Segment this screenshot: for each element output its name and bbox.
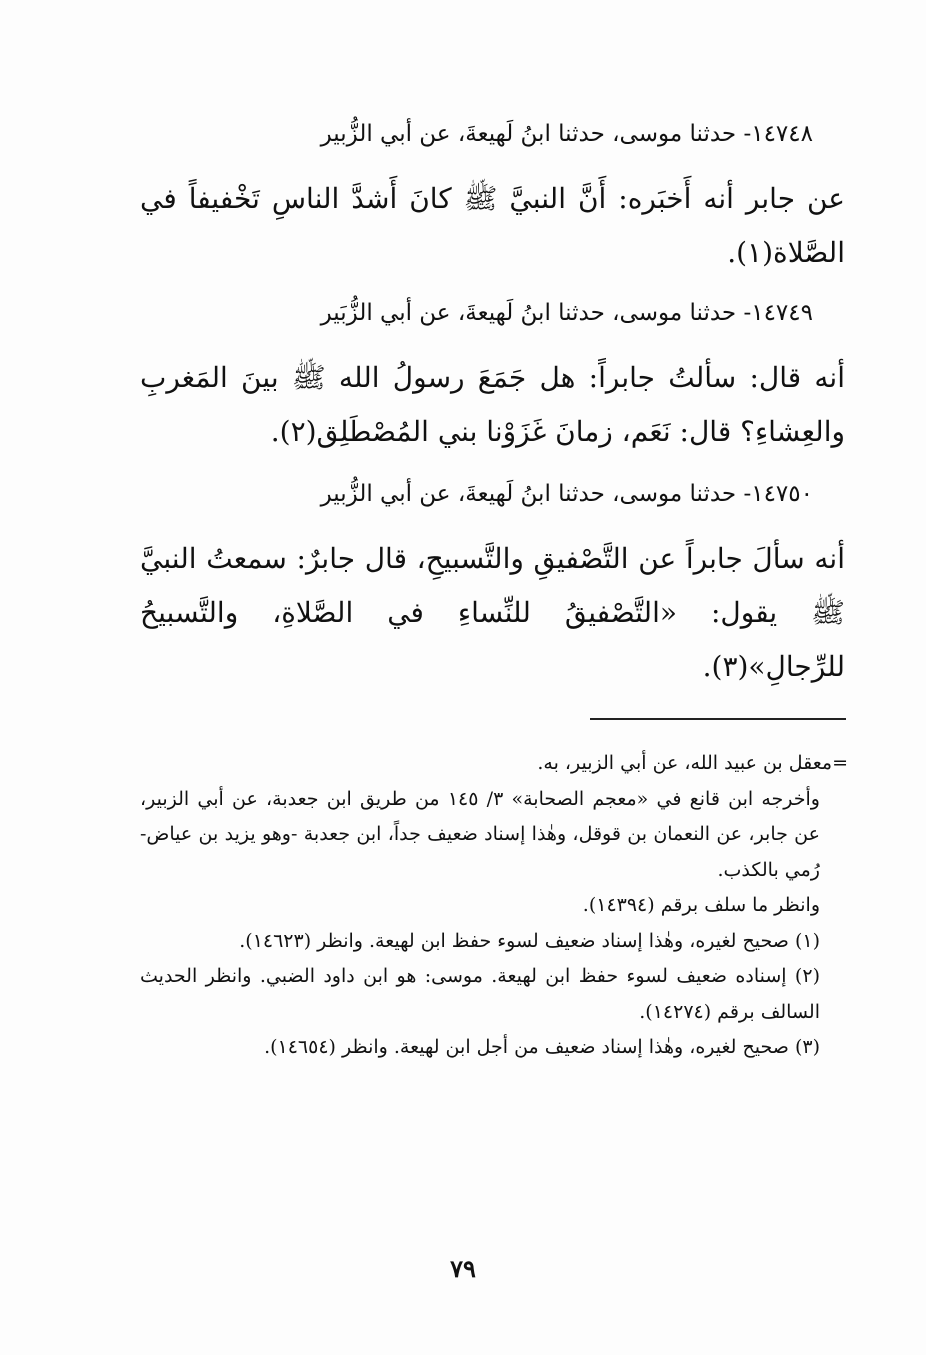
- footnote-separator: [590, 718, 846, 720]
- hadith-matn: عن جابر أنه أَخبَره: أَنَّ النبيَّ ﷺ كانَ أَشدَّ الناسِ تَخْفيفاً في الصَّلاة(١).: [140, 182, 845, 269]
- hadith-isnad: ١٤٧٤٨- حدثنا موسى، حدثنا ابنُ لَهيعةَ، عن أبي الزُّبير: [320, 121, 813, 147]
- footnote-3: (٣) صحيح لغيره، وهٰذا إسناد ضعيف من أجل ابن لهيعة. وانظر (١٤٦٥٤).: [264, 1036, 820, 1058]
- footnote-continuation: =معقل بن عبيد الله، عن أبي الزبير، به.: [537, 752, 848, 774]
- footnote-1: (١) صحيح لغيره، وهٰذا إسناد ضعيف لسوء حفظ ابن لهيعة. وانظر (١٤٦٢٣).: [239, 929, 820, 952]
- footnote-continuation-3: وانظر ما سلف برقم (١٤٣٩٤).: [582, 894, 820, 916]
- hadith-14749: [140, 297, 845, 459]
- page-number: ٧٩: [450, 1254, 476, 1283]
- hadith-14748: [140, 118, 845, 280]
- hadith-isnad: ١٤٧٥٠- حدثنا موسى، حدثنا ابنُ لَهيعةَ، عن أبي الزُّبير: [320, 481, 813, 507]
- footnote-continuation-2: وأخرجه ابن قانع في «معجم الصحابة» ٣/ ١٤٥ من طريق ابن جعدبة، عن أبي الزبير، عن جابر، عن النعمان بن قوقل، وهٰذا إسناد ضعيف جداً، ابن جعدبة -وهو يزيد بن عياض- رُمي بالكذب.: [140, 787, 820, 881]
- hadith-matn: أنه قال: سألتُ جابراً: هل جَمَعَ رسولُ الله ﷺ بينَ المَغربِ والعِشاءِ؟ قال: نَعَم، زمانَ غَزَوْنا بني المُصْطَلِق(٢).: [140, 361, 845, 448]
- footnotes: [140, 746, 848, 1066]
- hadith-14750: [140, 478, 845, 694]
- hadith-matn: أنه سألَ جابراً عن التَّصْفيقِ والتَّسبيحِ، قال جابرٌ: سمعتُ النبيَّ ﷺ يقول: «التَّصْفيقُ للنِّساءِ في الصَّلاةِ، والتَّسبيحُ للرِّجالِ»(٣).: [140, 542, 845, 683]
- hadith-isnad: ١٤٧٤٩- حدثنا موسى، حدثنا ابنُ لَهيعةَ، عن أبي الزُّبَير: [320, 300, 813, 326]
- footnote-2: (٢) إسناده ضعيف لسوء حفظ ابن لهيعة. موسى: هو ابن داود الضبي. وانظر الحديث السالف برقم (١٤٢٧٤).: [140, 965, 820, 1023]
